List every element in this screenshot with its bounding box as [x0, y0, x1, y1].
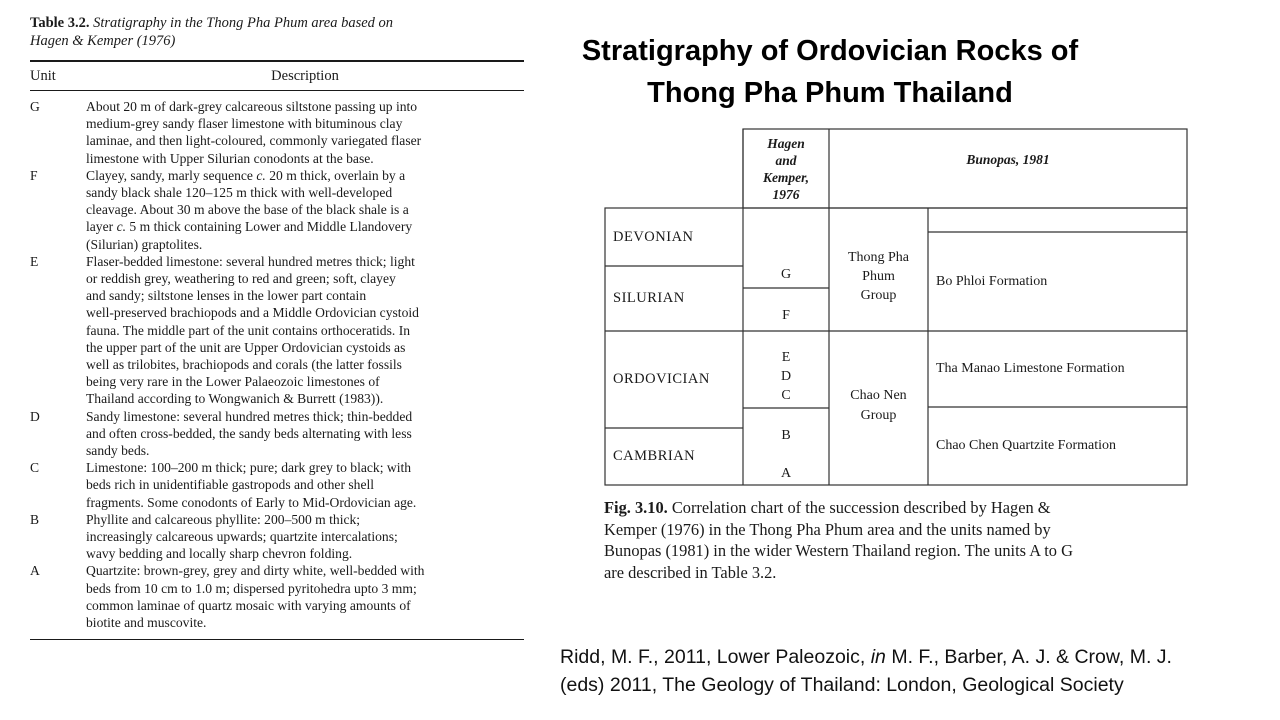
- correlation-chart: [604, 128, 1190, 488]
- desc-line: Limestone: 100–200 m thick; pure; dark grey to black; with: [86, 460, 412, 476]
- stratigraphy-table: [30, 14, 524, 640]
- desc-line: wavy bedding and locally sharp chevron folding.: [86, 546, 353, 562]
- caption-line3: Bunopas (1981) in the wider Western Thailand region. The units A to G: [604, 541, 1073, 560]
- header-line: Hagen: [767, 135, 805, 151]
- desc-line: fauna. The middle part of the unit contains orthoceratids. In: [86, 322, 411, 338]
- desc-line: sandy black shale 120–125 m thick with well-developed: [86, 185, 393, 201]
- group-line: Chao Nen: [850, 388, 907, 403]
- formation-tha-manao: Tha Manao Limestone Formation: [936, 361, 1125, 376]
- desc-line: Flaser-bedded limestone: several hundred metres thick; light: [86, 253, 415, 269]
- header-line: Kemper,: [762, 169, 810, 185]
- group-line: Group: [860, 408, 897, 423]
- desc-line: cleavage. About 30 m above the base of the black shale is a: [86, 202, 409, 218]
- row-unit: G: [30, 99, 40, 114]
- desc-line: and sandy; siltstone lenses in the lower part contain: [86, 288, 367, 304]
- formation-chao-chen: Chao Chen Quartzite Formation: [936, 438, 1117, 453]
- table-body: [30, 91, 524, 639]
- period-cambrian: CAMBRIAN: [613, 448, 696, 464]
- row-unit: F: [30, 167, 38, 183]
- unit-a: A: [780, 466, 792, 481]
- desc-line: well as trilobites, brachiopods and corals (the latter fossils: [86, 357, 402, 373]
- table-row: [30, 511, 524, 563]
- caption-text: Correlation chart of the succession described by Hagen &: [667, 498, 1051, 517]
- table-row: [30, 562, 524, 631]
- desc-line: medium-grey sandy flaser limestone with bituminous clay: [86, 116, 403, 132]
- reference-line1: [560, 643, 1250, 671]
- desc-line: (Silurian) graptolites.: [86, 236, 203, 252]
- row-description: [86, 167, 524, 253]
- desc-line: being very rare in the Lower Palaeozoic limestones of: [86, 374, 380, 390]
- group-thong-pha-phum: [829, 236, 928, 316]
- unit-d: D: [780, 369, 792, 384]
- desc-line: biotite and muscovite.: [86, 615, 207, 631]
- desc-line: beds rich in unidentifiable gastropods and other shell: [86, 477, 375, 493]
- desc-line: sandy beds.: [86, 443, 150, 459]
- desc-line: About 20 m of dark-grey calcareous siltstone passing up into: [86, 99, 418, 114]
- group-line: Group: [860, 287, 897, 303]
- reference-italic: in: [870, 646, 886, 668]
- table-title-line2: Hagen & Kemper (1976): [30, 33, 176, 49]
- description-column-header: Description: [271, 67, 339, 84]
- figure-label: Fig. 3.10.: [604, 498, 668, 517]
- period-ordovician: ORDOVICIAN: [613, 371, 710, 387]
- desc-line: common laminae of quartz mosaic with varying amounts of: [86, 597, 411, 613]
- unit-c: C: [781, 388, 791, 403]
- slide-title: [540, 30, 1120, 114]
- row-unit: C: [30, 460, 40, 476]
- row-description: [86, 98, 524, 167]
- table-title-line1: Stratigraphy in the Thong Pha Phum area based on: [93, 15, 394, 31]
- header-line: Bunopas, 1981: [966, 151, 1050, 167]
- row-unit: E: [30, 253, 39, 269]
- desc-line: Clayey, sandy, marly sequence c. 20 m thick, overlain by a: [86, 167, 406, 183]
- desc-line: beds from 10 cm to 1.0 m; dispersed pyritohedra upto 3 mm;: [86, 580, 417, 596]
- reference-text: M. F., Barber, A. J. & Crow, M. J.: [885, 646, 1172, 668]
- group-line: Phum: [862, 268, 895, 284]
- desc-line: Quartzite: brown-grey, grey and dirty white, well-bedded with: [86, 563, 425, 579]
- caption-line1: [604, 497, 1194, 519]
- desc-line: layer c. 5 m thick containing Lower and Middle Llandovery: [86, 219, 413, 235]
- desc-line: the upper part of the unit are Upper Ordovician cystoids as: [86, 339, 406, 355]
- row-unit: A: [30, 563, 40, 579]
- reference-citation: [560, 643, 1250, 699]
- unit-e: E: [781, 350, 791, 365]
- header-line: 1976: [772, 186, 800, 202]
- desc-line: laminae, and then light-coloured, commonly variegated flaser: [86, 133, 422, 149]
- caption-line4: are described in Table 3.2.: [604, 562, 777, 582]
- desc-line: fragments. Some conodonts of Early to Mid-Ordovician age.: [86, 494, 417, 510]
- unit-f: F: [782, 308, 790, 323]
- table-caption: [30, 14, 524, 50]
- formation-bo-phloi: Bo Phloi Formation: [936, 273, 1048, 289]
- desc-line: limestone with Upper Silurian conodonts at the base.: [86, 150, 374, 166]
- slide-title-line1: Stratigraphy of Ordovician Rocks of: [581, 35, 1079, 67]
- hagen-kemper-header: [743, 129, 829, 208]
- period-devonian: DEVONIAN: [613, 228, 694, 245]
- reference-line2: (eds) 2011, The Geology of Thailand: London, Geological Society: [560, 674, 1124, 696]
- reference-text: Ridd, M. F., 2011, Lower Paleozoic,: [560, 646, 871, 668]
- table-header: [30, 62, 524, 90]
- table-row: [30, 459, 524, 511]
- desc-line: well-preserved brachiopods and a Middle Ordovician cystoid: [86, 305, 419, 321]
- table-row: [30, 167, 524, 253]
- unit-g: G: [780, 267, 792, 282]
- caption-line2: Kemper (1976) in the Thong Pha Phum area and the units named by: [604, 519, 1051, 539]
- desc-line: Thailand according to Wongwanich & Burrett (1983)).: [86, 391, 384, 407]
- table-row: [30, 408, 524, 460]
- row-description: [86, 408, 524, 460]
- desc-line: and often cross-bedded, the sandy beds alternating with less: [86, 425, 412, 441]
- row-unit: D: [30, 408, 40, 424]
- desc-line: Sandy limestone: several hundred metres thick; thin-bedded: [86, 408, 413, 424]
- table-row: [30, 253, 524, 408]
- desc-line: increasingly calcareous upwards; quartzite intercalations;: [86, 529, 398, 545]
- desc-line: Phyllite and calcareous phyllite: 200–500 m thick;: [86, 511, 361, 527]
- unit-column-header: Unit: [30, 67, 56, 84]
- group-chao-nen: [829, 384, 928, 428]
- figure-caption: [604, 497, 1194, 583]
- slide-title-line2: Thong Pha Phum Thailand: [647, 77, 1013, 109]
- period-silurian: SILURIAN: [613, 290, 685, 306]
- table-label: Table 3.2.: [30, 15, 90, 31]
- table-row: [30, 98, 524, 167]
- row-description: [86, 253, 524, 408]
- row-description: [86, 511, 524, 563]
- desc-line: or reddish grey, weathering to red and green; soft, clayey: [86, 271, 396, 287]
- row-unit: B: [30, 511, 40, 527]
- header-line: and: [775, 152, 797, 168]
- table-bottom-rule: [30, 639, 524, 640]
- unit-b: B: [781, 428, 791, 443]
- group-line: Thong Pha: [847, 249, 910, 265]
- bunopas-header: [829, 129, 1187, 189]
- row-description: [86, 459, 524, 511]
- row-description: [86, 562, 524, 631]
